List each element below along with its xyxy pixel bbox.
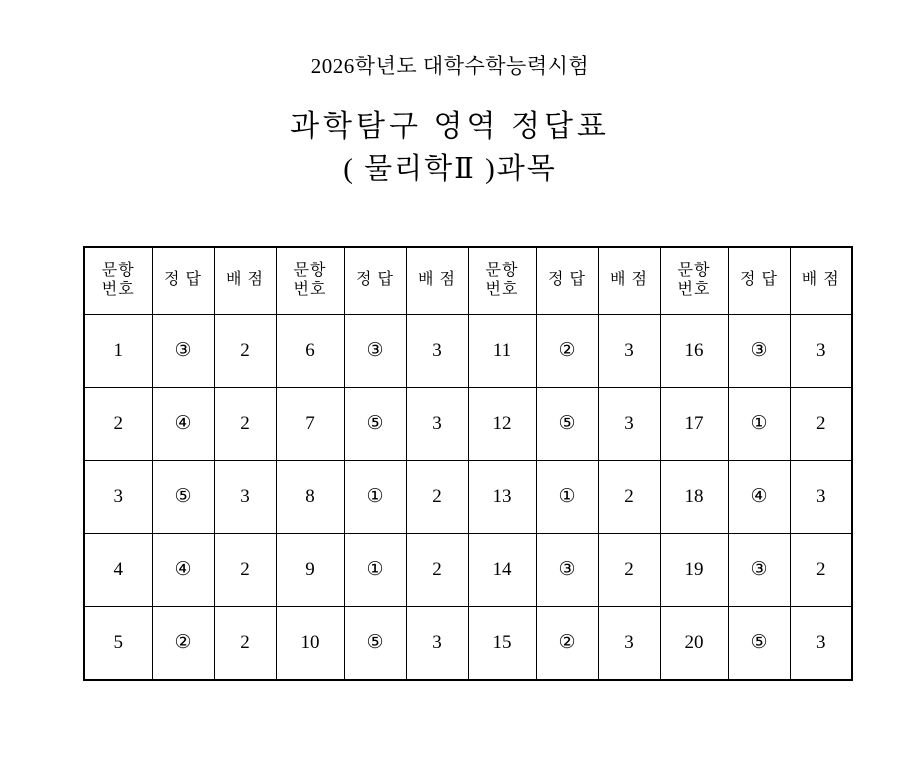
- cell-points: 2: [790, 387, 852, 460]
- answer-table-wrapper: [83, 246, 840, 681]
- exam-year-line: 2026학년도 대학수학능력시험: [310, 54, 590, 78]
- column-header-question-number-line1: 문항: [293, 261, 327, 279]
- cell-points: 2: [406, 533, 468, 606]
- column-header-points: 배 점: [598, 247, 660, 315]
- cell-points: 3: [598, 606, 660, 680]
- cell-points: 2: [790, 533, 852, 606]
- table-row: [84, 533, 852, 606]
- column-header-question-number-line1: 문항: [485, 261, 519, 279]
- cell-answer: ②: [536, 606, 598, 680]
- cell-points: 2: [406, 460, 468, 533]
- cell-points: 2: [214, 533, 276, 606]
- cell-answer: ②: [152, 606, 214, 680]
- answer-table: [83, 246, 853, 681]
- column-header-points: 배 점: [406, 247, 468, 315]
- table-body: [84, 314, 852, 680]
- page-title: 과학탐구 영역 정답표: [290, 110, 610, 144]
- cell-answer: ①: [728, 387, 790, 460]
- cell-points: 3: [406, 387, 468, 460]
- cell-answer: ④: [728, 460, 790, 533]
- cell-answer: ③: [344, 314, 406, 387]
- cell-points: 3: [790, 460, 852, 533]
- column-header-question-number-line2: 번호: [677, 280, 711, 298]
- cell-answer: ①: [344, 533, 406, 606]
- cell-question-number: 2: [84, 387, 152, 460]
- cell-answer: ②: [536, 314, 598, 387]
- table-row: [84, 387, 852, 460]
- cell-answer: ③: [152, 314, 214, 387]
- cell-question-number: 15: [468, 606, 536, 680]
- cell-question-number: 13: [468, 460, 536, 533]
- column-header-question-number-line2: 번호: [485, 280, 519, 298]
- cell-answer: ③: [728, 533, 790, 606]
- cell-question-number: 8: [276, 460, 344, 533]
- cell-question-number: 1: [84, 314, 152, 387]
- cell-question-number: 12: [468, 387, 536, 460]
- column-header-question-number: [660, 247, 728, 315]
- cell-answer: ④: [152, 387, 214, 460]
- cell-question-number: 4: [84, 533, 152, 606]
- cell-points: 3: [598, 387, 660, 460]
- cell-question-number: 10: [276, 606, 344, 680]
- cell-question-number: 14: [468, 533, 536, 606]
- column-header-question-number-line2: 번호: [101, 280, 135, 298]
- column-header-answer: 정 답: [536, 247, 598, 315]
- cell-question-number: 18: [660, 460, 728, 533]
- cell-points: 3: [406, 606, 468, 680]
- cell-question-number: 9: [276, 533, 344, 606]
- cell-points: 2: [214, 314, 276, 387]
- cell-points: 2: [214, 387, 276, 460]
- column-header-question-number-line1: 문항: [677, 261, 711, 279]
- cell-points: 3: [214, 460, 276, 533]
- cell-answer: ⑤: [152, 460, 214, 533]
- column-header-question-number: [84, 247, 152, 315]
- cell-question-number: 16: [660, 314, 728, 387]
- column-header-question-number-line2: 번호: [293, 280, 327, 298]
- cell-question-number: 3: [84, 460, 152, 533]
- cell-answer: ④: [152, 533, 214, 606]
- cell-answer: ①: [344, 460, 406, 533]
- subject-line: ( 물리학Ⅱ )과목: [343, 152, 557, 185]
- cell-points: 2: [598, 533, 660, 606]
- cell-points: 3: [790, 314, 852, 387]
- cell-points: 2: [214, 606, 276, 680]
- cell-answer: ③: [536, 533, 598, 606]
- cell-answer: ⑤: [536, 387, 598, 460]
- column-header-answer: 정 답: [344, 247, 406, 315]
- table-row: [84, 314, 852, 387]
- cell-answer: ⑤: [344, 606, 406, 680]
- cell-answer: ①: [536, 460, 598, 533]
- cell-points: 3: [598, 314, 660, 387]
- document-header: [0, 0, 900, 189]
- table-header-row: [84, 247, 852, 315]
- table-row: [84, 606, 852, 680]
- cell-question-number: 19: [660, 533, 728, 606]
- cell-answer: ⑤: [344, 387, 406, 460]
- cell-question-number: 17: [660, 387, 728, 460]
- cell-answer: ⑤: [728, 606, 790, 680]
- cell-points: 2: [598, 460, 660, 533]
- column-header-answer: 정 답: [152, 247, 214, 315]
- cell-question-number: 7: [276, 387, 344, 460]
- column-header-question-number: [276, 247, 344, 315]
- column-header-answer: 정 답: [728, 247, 790, 315]
- column-header-points: 배 점: [790, 247, 852, 315]
- cell-points: 3: [406, 314, 468, 387]
- cell-question-number: 20: [660, 606, 728, 680]
- table-row: [84, 460, 852, 533]
- cell-answer: ③: [728, 314, 790, 387]
- cell-question-number: 11: [468, 314, 536, 387]
- cell-question-number: 5: [84, 606, 152, 680]
- column-header-points: 배 점: [214, 247, 276, 315]
- cell-points: 3: [790, 606, 852, 680]
- column-header-question-number: [468, 247, 536, 315]
- column-header-question-number-line1: 문항: [101, 261, 135, 279]
- cell-question-number: 6: [276, 314, 344, 387]
